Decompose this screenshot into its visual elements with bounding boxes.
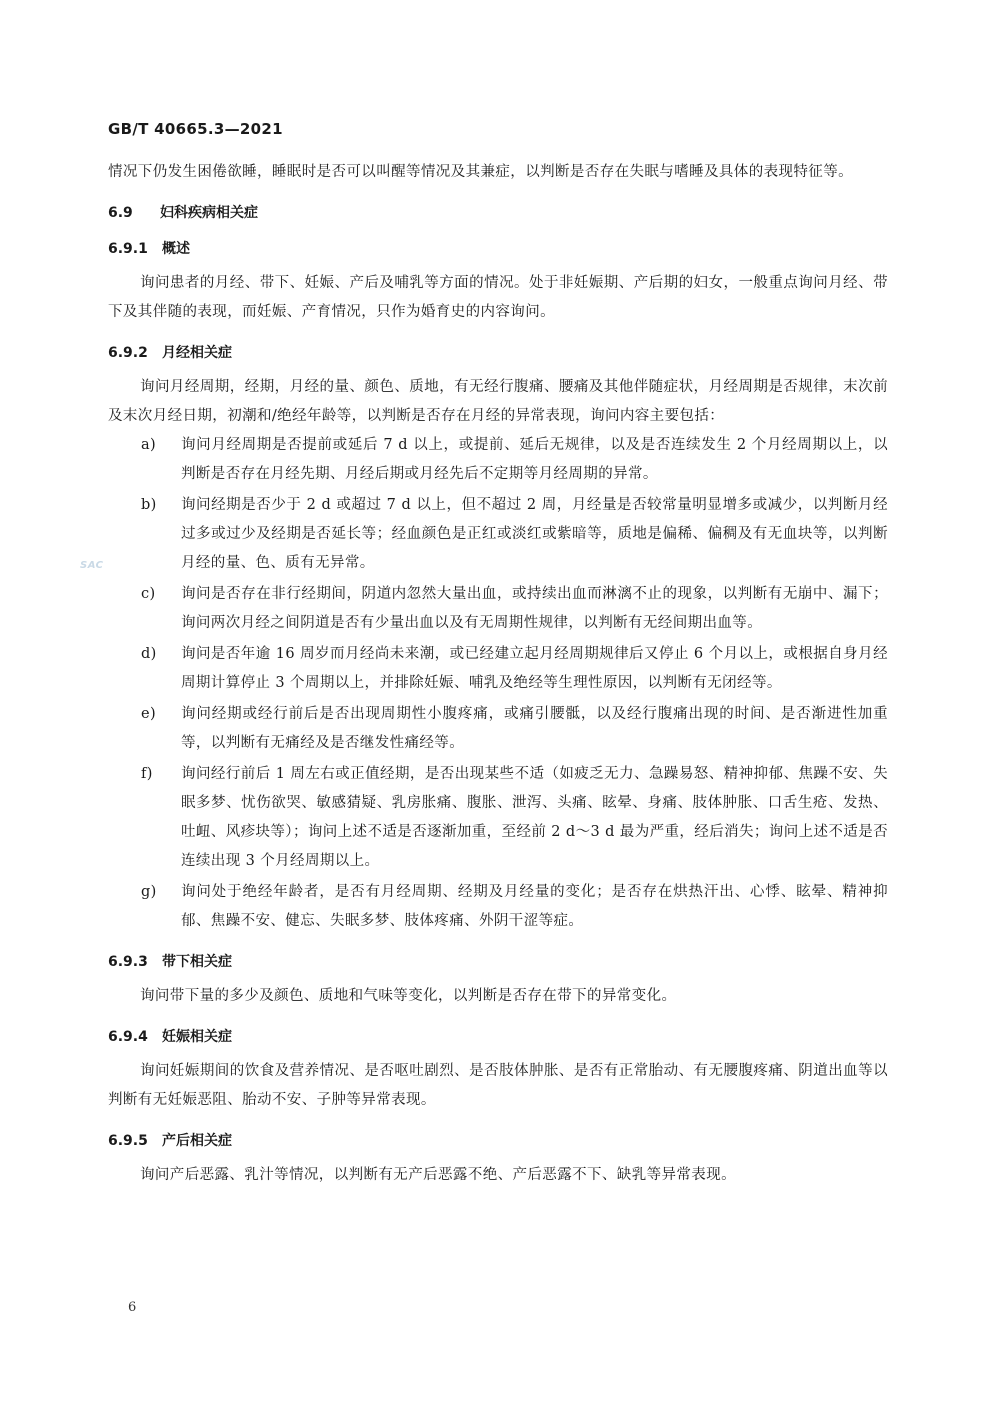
subsection-body: 询问患者的月经、带下、妊娠、产后及哺乳等方面的情况。处于非妊娠期、产后期的妇女，一般重点询问月经、带下及其伴随的表现，而妊娠、产育情况，只作为婚育史的内容询问。 <box>108 275 888 320</box>
subsection-heading <box>108 239 888 259</box>
section-number: 6.9 <box>108 205 133 221</box>
subsection-heading <box>108 1131 888 1151</box>
list-marker: e) <box>141 706 157 722</box>
list-marker: d) <box>141 646 157 662</box>
section-heading <box>108 203 888 223</box>
subsection-title: 妊娠相关症 <box>162 1029 232 1045</box>
list-item-text: 询问处于绝经年龄者，是否有月经周期、经期及月经量的变化；是否存在烘热汗出、心悸、眩晕、精神抑郁、焦躁不安、健忘、失眠多梦、肢体疼痛、外阴干涩等症。 <box>181 884 888 929</box>
subsection-number: 6.9.5 <box>108 1133 148 1149</box>
list-marker: f) <box>141 766 153 782</box>
list-item <box>108 431 888 489</box>
page-number: 6 <box>128 1300 137 1315</box>
standard-number: GB/T 40665.3—2021 <box>108 120 283 138</box>
list-marker: b) <box>141 497 157 513</box>
list-item-text: 询问是否存在非行经期间，阴道内忽然大量出血，或持续出血而淋漓不止的现象，以判断有无崩中、漏下；询问两次月经之间阴道是否有少量出血以及有无周期性规律，以判断有无经间期出血等。 <box>181 586 888 631</box>
continued-paragraph: 情况下仍发生困倦欲睡，睡眠时是否可以叫醒等情况及其兼症，以判断是否存在失眠与嗜睡及具体的表现特征等。 <box>108 164 853 180</box>
list-item-text: 询问经期是否少于 2 d 或超过 7 d 以上，但不超过 2 周，月经量是否较常量明显增多或减少，以判断月经过多或过少及经期是否延长等；经血颜色是正红或淡红或紫暗等，质地是偏稀、偏稠及有无血块等，以判断月经的量、色、质有无异常。 <box>181 497 888 571</box>
list-item <box>108 580 888 638</box>
subsection-body: 询问带下量的多少及颜色、质地和气味等变化，以判断是否存在带下的异常变化。 <box>140 988 677 1004</box>
list-marker: g) <box>141 884 157 900</box>
list-item-text: 询问月经周期是否提前或延后 7 d 以上，或提前、延后无规律，以及是否连续发生 2 个月经周期以上，以判断是否存在月经先期、月经后期或月经先后不定期等月经周期的异常。 <box>181 437 888 482</box>
subsection-number: 6.9.1 <box>108 241 148 257</box>
subsection-number: 6.9.3 <box>108 954 148 970</box>
list-item-text: 询问经行前后 1 周左右或正值经期，是否出现某些不适（如疲乏无力、急躁易怒、精神抑郁、焦躁不安、失眠多梦、忧伤欲哭、敏感猜疑、乳房胀痛、腹胀、泄泻、头痛、眩晕、身痛、肢体肿胀、口舌生疮、发热、吐衄、风疹块等）；询问上述不适是否逐渐加重，至经前 2 d～3 d 最为严重，经后消失；询问上述不适是否连续出现 3 个月经周期以上。 <box>181 766 888 869</box>
page-content <box>108 158 888 1190</box>
subsection-number: 6.9.2 <box>108 345 148 361</box>
subsection-heading <box>108 1027 888 1047</box>
subsection-number: 6.9.4 <box>108 1029 148 1045</box>
list-marker: c) <box>141 586 156 602</box>
inquiry-list <box>108 431 888 936</box>
list-item <box>108 760 888 876</box>
subsection-body: 询问产后恶露、乳汁等情况，以判断有无产后恶露不绝、产后恶露不下、缺乳等异常表现。 <box>140 1167 736 1183</box>
list-marker: a) <box>141 437 157 453</box>
subsection-title: 概述 <box>162 241 190 257</box>
list-item <box>108 878 888 936</box>
list-item-text: 询问是否年逾 16 周岁而月经尚未来潮，或已经建立起月经周期规律后又停止 6 个月以上，或根据自身月经周期计算停止 3 个周期以上，并排除妊娠、哺乳及绝经等生理性原因，以判断有无闭经等。 <box>181 646 888 691</box>
subsection-heading <box>108 343 888 363</box>
subsection-body: 询问妊娠期间的饮食及营养情况、是否呕吐剧烈、是否肢体肿胀、是否有正常胎动、有无腰腹疼痛、阴道出血等以判断有无妊娠恶阻、胎动不安、子肿等异常表现。 <box>108 1063 888 1108</box>
list-item <box>108 640 888 698</box>
subsection-body: 询问月经周期，经期，月经的量、颜色、质地，有无经行腹痛、腰痛及其他伴随症状，月经周期是否规律，末次前及末次月经日期，初潮和/绝经年龄等，以判断是否存在月经的异常表现，询问内容主要包括： <box>108 379 888 424</box>
subsection-heading <box>108 952 888 972</box>
subsection-title: 月经相关症 <box>162 345 232 361</box>
section-title: 妇科疾病相关症 <box>160 205 258 221</box>
list-item <box>108 700 888 758</box>
subsection-title: 带下相关症 <box>162 954 232 970</box>
subsection-title: 产后相关症 <box>162 1133 232 1149</box>
list-item-text: 询问经期或经行前后是否出现周期性小腹疼痛，或痛引腰骶，以及经行腹痛出现的时间、是否渐进性加重等，以判断有无痛经及是否继发性痛经等。 <box>181 706 888 751</box>
list-item <box>108 491 888 578</box>
sac-watermark: SAC <box>80 560 104 571</box>
